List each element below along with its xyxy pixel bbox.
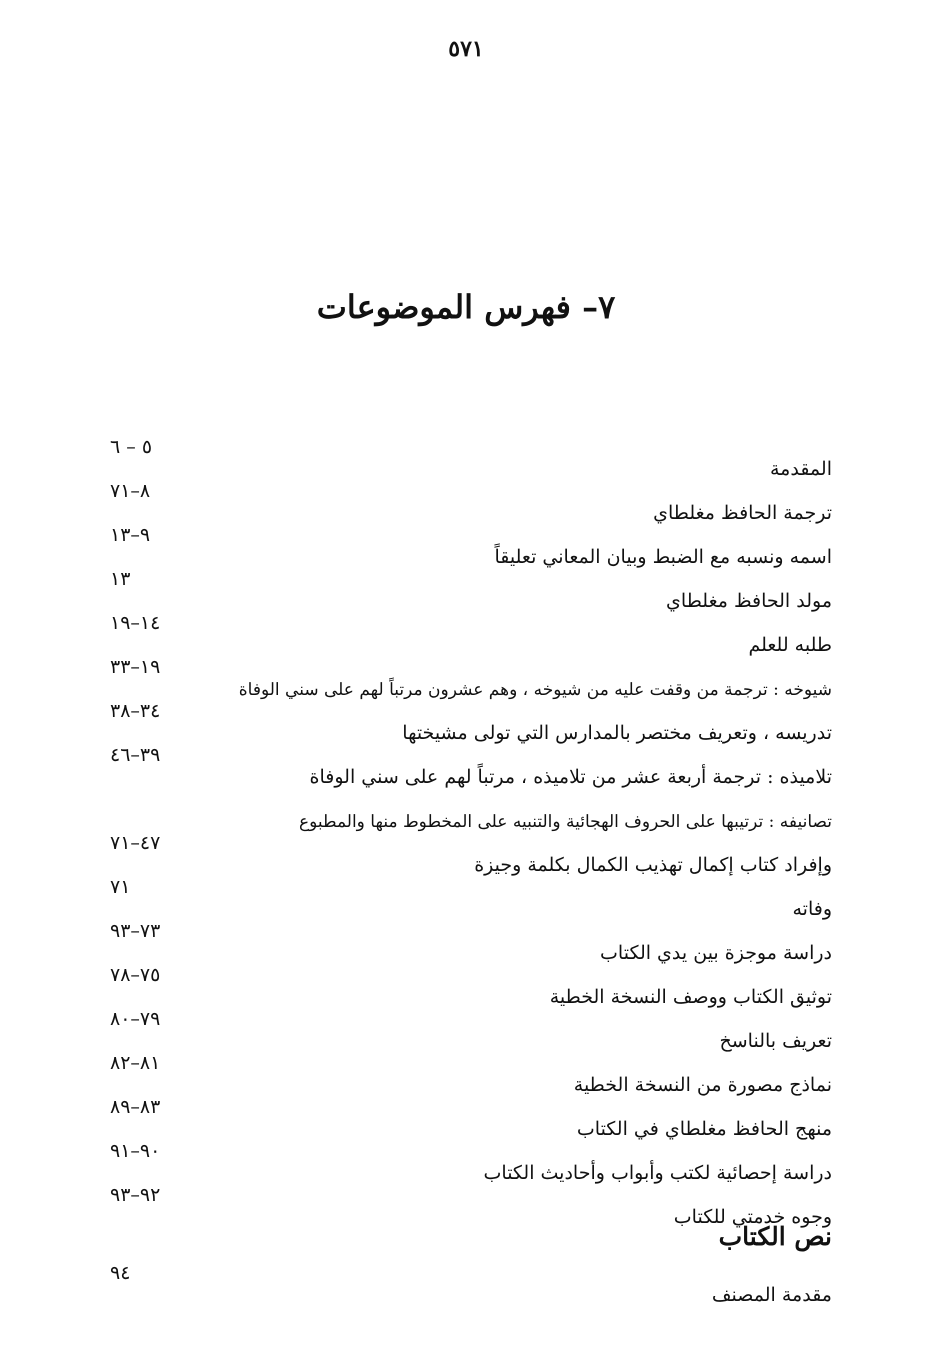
toc-entry-label: مولد الحافظ مغلطاي <box>666 590 832 612</box>
page-title: ٧– فهرس الموضوعات <box>316 288 616 326</box>
toc-entry <box>110 788 832 832</box>
page-number: ٥٧١ <box>448 36 484 62</box>
toc-entry-label: شيوخه : ترجمة من وقفت عليه من شيوخه ، وهم عشرون مرتباً لهم على سني الوفاة <box>238 680 832 700</box>
toc-entry-label: وإفراد كتاب إكمال تهذيب الكمال بكلمة وجيزة <box>474 854 832 876</box>
toc-entry <box>110 832 832 876</box>
toc-entry-label: اسمه ونسبه مع الضبط وبيان المعاني تعليقاً <box>494 546 832 568</box>
toc-entry-label: وجوه خدمتي للكتاب <box>673 1206 832 1228</box>
toc-entry-pages: ٩٠–٩١ <box>110 1140 161 1162</box>
toc-entry-pages: ٨–٧١ <box>110 480 151 502</box>
toc-entry <box>110 568 832 612</box>
toc-entry <box>110 612 832 656</box>
toc-entry-label: دراسة إحصائية لكتب وأبواب وأحاديث الكتاب <box>483 1162 832 1184</box>
toc-entry <box>110 1096 832 1140</box>
toc-entry-pages: ٩٤ <box>110 1262 131 1284</box>
toc-entry <box>110 700 832 744</box>
toc-entry-pages: ٣٩–٤٦ <box>110 744 161 766</box>
toc-entry-label: توثيق الكتاب ووصف النسخة الخطية <box>549 986 832 1008</box>
toc-entry-label: تصانيفه : ترتيبها على الحروف الهجائية والتنبيه على المخطوط منها والمطبوع <box>298 812 832 832</box>
toc-entry <box>110 876 832 920</box>
toc-entry-label: تلاميذه : ترجمة أربعة عشر من تلاميذه ، مرتباً لهم على سني الوفاة <box>309 766 832 788</box>
toc-entry-pages: ٣٤–٣٨ <box>110 700 161 722</box>
toc-entry <box>110 480 832 524</box>
toc-entry <box>110 920 832 964</box>
toc-entry-label: تدريسه ، وتعريف مختصر بالمدارس التي تولى مشيختها <box>402 722 832 744</box>
toc-entry-pages: ١٩–٣٣ <box>110 656 161 678</box>
toc-entry <box>110 656 832 700</box>
toc-entry-pages: ٧٥–٧٨ <box>110 964 161 986</box>
toc-entry-label: نماذج مصورة من النسخة الخطية <box>573 1074 832 1096</box>
toc-entry-pages: ٧٣–٩٣ <box>110 920 161 942</box>
toc-entry <box>110 436 832 480</box>
toc-entry-pages: ٨٣–٨٩ <box>110 1096 161 1118</box>
section-heading: نص الكتاب <box>718 1222 832 1251</box>
toc-entry <box>110 744 832 788</box>
toc-entry-pages: ٨١–٨٢ <box>110 1052 161 1074</box>
toc-entry-label: منهج الحافظ مغلطاي في الكتاب <box>576 1118 832 1140</box>
toc-entry <box>110 1140 832 1184</box>
toc-entry-pages: ٤٧–٧١ <box>110 832 161 854</box>
toc-entry-label: المقدمة <box>769 458 832 480</box>
toc-entry-label: تعريف بالناسخ <box>719 1030 832 1052</box>
toc-entry-pages: ١٣ <box>110 568 131 590</box>
toc-entry-label: طلبه للعلم <box>748 634 832 656</box>
toc-entry-label: وفاته <box>792 898 832 920</box>
toc-entry-label: دراسة موجزة بين يدي الكتاب <box>600 942 832 964</box>
toc-entry <box>110 524 832 568</box>
toc-entry-pages: ٥ – ٦ <box>110 436 153 458</box>
toc-entry <box>110 1008 832 1052</box>
toc-entry-label: ترجمة الحافظ مغلطاي <box>653 502 832 524</box>
toc-entry-pages: ٧١ <box>110 876 131 898</box>
toc-entry <box>110 964 832 1008</box>
toc-entry-pages: ٩–١٣ <box>110 524 151 546</box>
toc-entry <box>110 1262 832 1306</box>
toc-entry-pages: ٩٢–٩٣ <box>110 1184 161 1206</box>
toc-entry-pages: ٧٩–٨٠ <box>110 1008 161 1030</box>
toc-entry-pages: ١٤–١٩ <box>110 612 161 634</box>
toc-entry-label: مقدمة المصنف <box>711 1284 832 1306</box>
toc-entry <box>110 1052 832 1096</box>
